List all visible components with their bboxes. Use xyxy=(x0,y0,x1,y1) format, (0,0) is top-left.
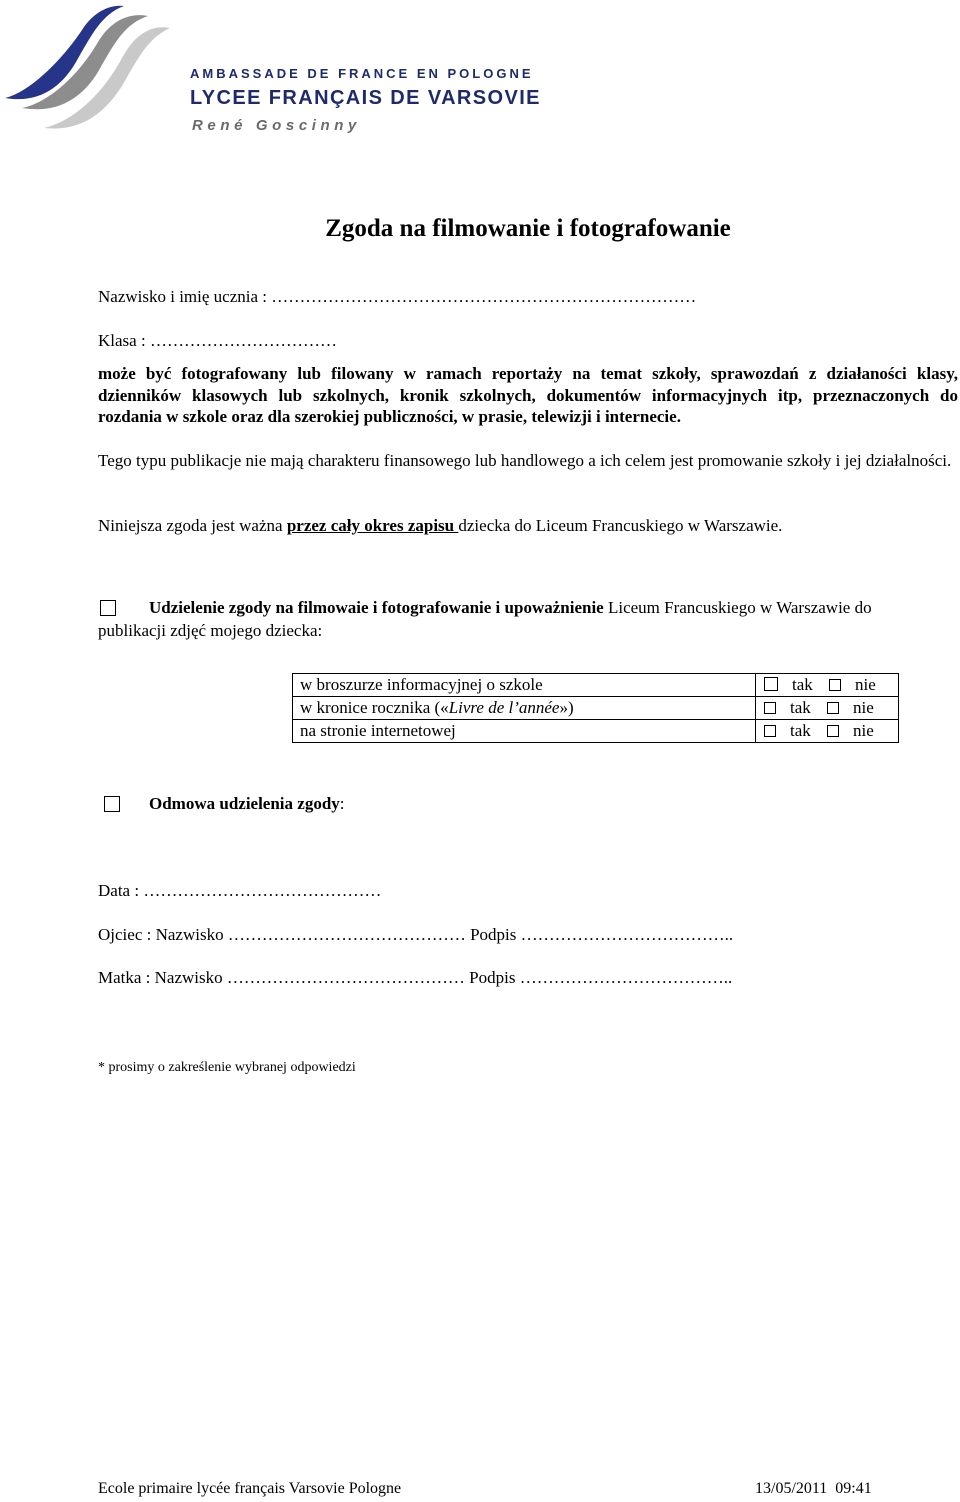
consent-line2: publikacji zdjęć mojego dziecka: xyxy=(98,621,323,640)
non-commercial-paragraph: Tego typu publikacje nie mają charakteru finansowego lub handlowego a ich celem jest promowanie szkoły i jej działalności. xyxy=(98,451,952,470)
class-label: Klasa : xyxy=(98,331,146,350)
school-logo xyxy=(0,0,180,140)
date-label: Data : xyxy=(98,881,140,900)
footer-timestamp: 13/05/2011 09:41 xyxy=(755,1480,872,1497)
yes-no-cell xyxy=(756,674,899,697)
publication-media-table xyxy=(292,673,899,743)
yearbook-label-italic: Livre de l’année xyxy=(448,698,560,717)
student-name-label: Nazwisko i imię ucznia : xyxy=(98,287,268,306)
mother-label: Matka : Nazwisko xyxy=(98,968,223,987)
father-label: Ojciec : Nazwisko xyxy=(98,925,224,944)
no-label: nie xyxy=(853,698,874,717)
no-checkbox[interactable] xyxy=(827,725,839,737)
refusal-label: Odmowa udzielenia zgody xyxy=(149,794,340,813)
footnote: * prosimy o zakreślenie wybranej odpowiedzi xyxy=(98,1060,356,1075)
consent-line1 xyxy=(149,598,872,618)
no-checkbox[interactable] xyxy=(829,679,841,691)
no-label: nie xyxy=(853,721,874,740)
yes-checkbox[interactable] xyxy=(764,725,776,737)
validity-underlined: przez cały okres zapisu xyxy=(286,516,459,535)
no-checkbox[interactable] xyxy=(827,702,839,714)
school-name: LYCEE FRANÇAIS DE VARSOVIE xyxy=(190,87,541,109)
yearbook-label-post: ») xyxy=(559,698,574,717)
father-field[interactable] xyxy=(98,925,733,945)
class-field[interactable] xyxy=(98,331,337,351)
media-option-yearbook xyxy=(293,697,756,720)
yes-label: tak xyxy=(790,721,811,740)
father-sign-dots: ……………………………….. xyxy=(520,925,734,944)
no-label: nie xyxy=(855,675,876,694)
media-option-brochure: w broszurze informacyjnej o szkole xyxy=(293,674,756,697)
table-row xyxy=(293,697,899,720)
refusal-checkbox[interactable] xyxy=(104,796,120,812)
mother-dots: …………………………………… xyxy=(226,968,465,987)
date-field[interactable] xyxy=(98,881,381,901)
consent-rest: Liceum Francuskiego w Warszawie do xyxy=(603,598,872,617)
footer-school: Ecole primaire lycée français Varsovie Pologne xyxy=(98,1480,402,1497)
intro-paragraph: może być fotografowany lub filowany w ramach reportaży na temat szkoły, sprawozdań z działaności klasy, dzienników klasowych lub szkolnych, kronik szkolnych, dokumentów informacyjnych itp, przeznaczonych do rozdania w szkole oraz dla szerokiej publiczności, w prasie, telewizji i internecie. xyxy=(98,364,958,426)
embassy-heading: AMBASSADE DE FRANCE EN POLOGNE xyxy=(190,66,534,81)
mother-sign-dots: ……………………………….. xyxy=(519,968,733,987)
yes-no-cell xyxy=(756,720,899,743)
school-patron: René Goscinny xyxy=(192,117,361,134)
student-name-dots: ………………………………………………………………… xyxy=(271,287,697,306)
class-dots: …………………………… xyxy=(149,331,337,350)
validity-pre: Niniejsza zgoda jest ważna xyxy=(98,516,287,535)
father-dots: …………………………………… xyxy=(227,925,466,944)
mother-field[interactable] xyxy=(98,968,732,988)
mother-sign-label: Podpis xyxy=(469,968,516,987)
refusal-colon: : xyxy=(339,794,345,813)
yes-label: tak xyxy=(790,698,811,717)
page-title: Zgoda na filmowanie i fotografowanie xyxy=(325,215,731,242)
student-name-field[interactable] xyxy=(98,287,696,307)
yes-label: tak xyxy=(792,675,813,694)
table-row xyxy=(293,674,899,697)
father-sign-label: Podpis xyxy=(470,925,517,944)
yearbook-label-pre: w kronice rocznika (« xyxy=(300,698,449,717)
yes-no-cell xyxy=(756,697,899,720)
date-dots: …………………………………… xyxy=(143,881,382,900)
validity-paragraph xyxy=(98,515,958,537)
yes-checkbox[interactable] xyxy=(764,677,778,691)
consent-checkbox[interactable] xyxy=(100,600,116,616)
media-option-website: na stronie internetowej xyxy=(293,720,756,743)
refusal-line xyxy=(149,794,345,814)
consent-bold: Udzielenie zgody na filmowaie i fotografowanie i upoważnienie xyxy=(149,598,604,617)
yes-checkbox[interactable] xyxy=(764,702,776,714)
validity-post: dziecka do Liceum Francuskiego w Warszawie. xyxy=(458,516,783,535)
table-row xyxy=(293,720,899,743)
